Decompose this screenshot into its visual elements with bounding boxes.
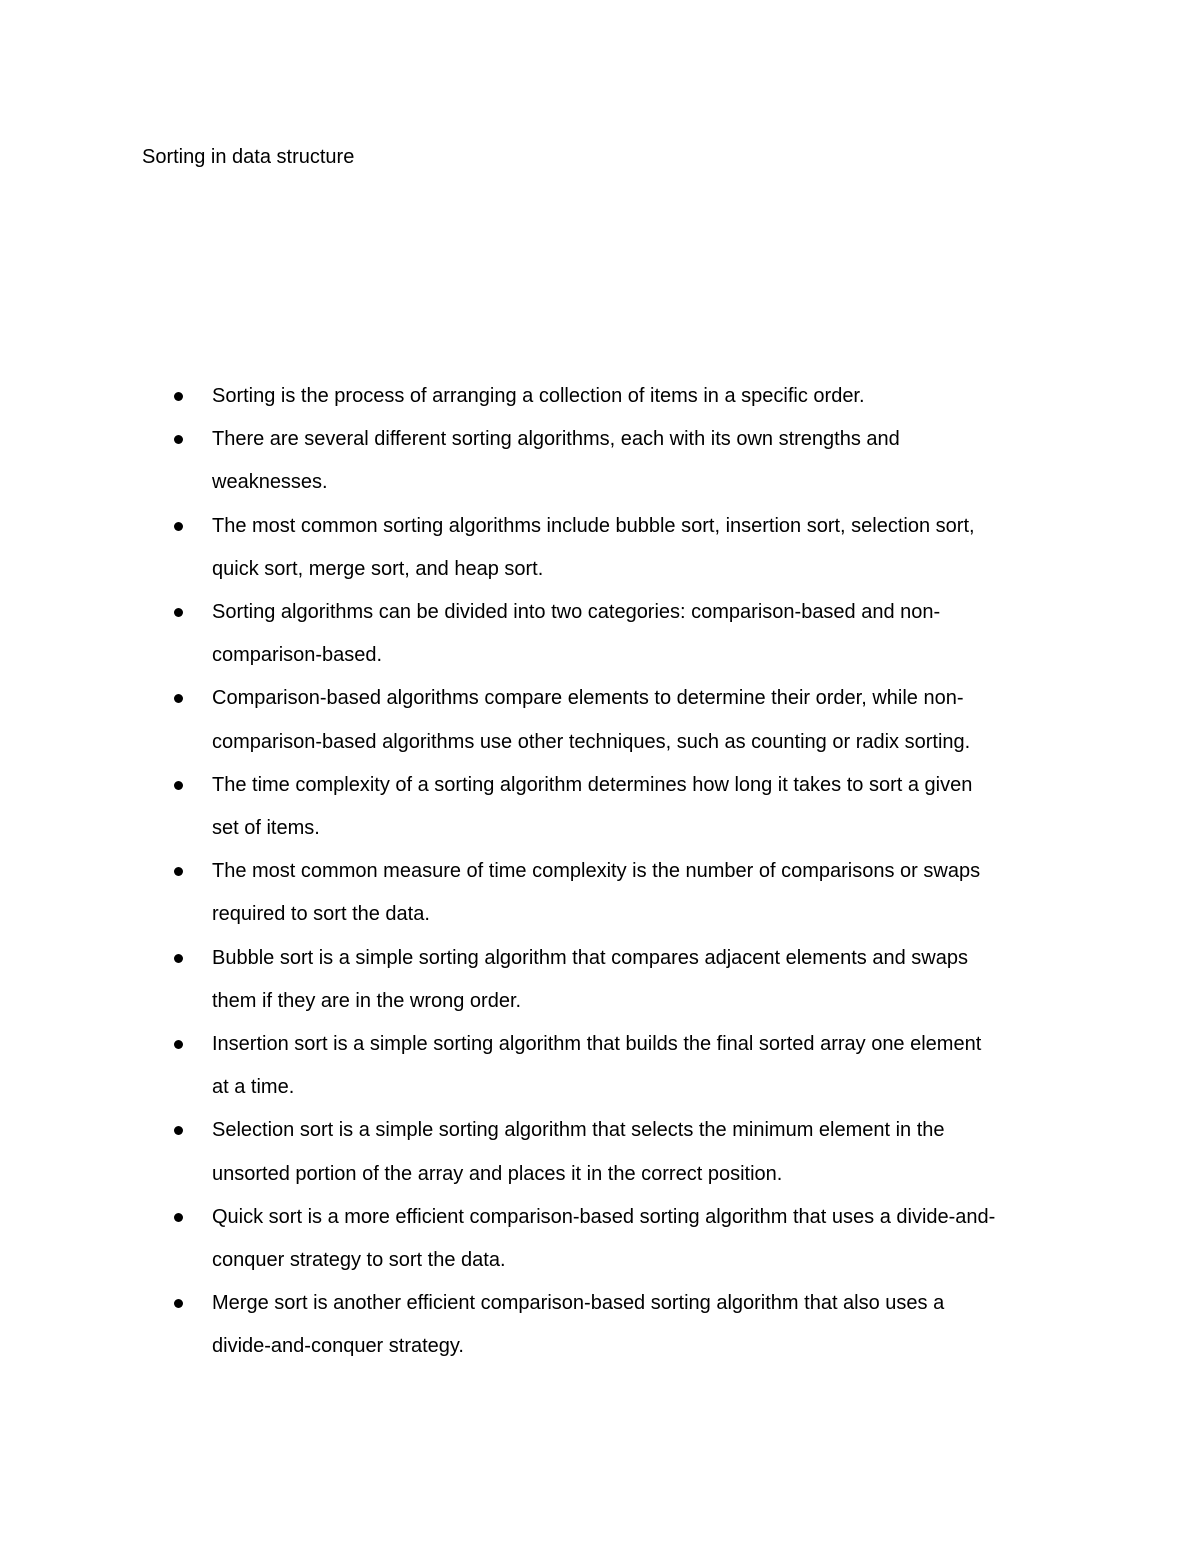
list-item xyxy=(172,850,1072,936)
list-item xyxy=(172,1109,1072,1195)
document-title: Sorting in data structure xyxy=(142,146,355,168)
list-item-text: weaknesses. xyxy=(212,471,328,494)
list-item xyxy=(172,375,1072,418)
list-item-text: them if they are in the wrong order. xyxy=(212,989,522,1012)
bullet-icon xyxy=(174,867,183,876)
list-item-text: The most common sorting algorithms include bubble sort, insertion sort, selection sort, xyxy=(212,514,975,537)
list-item-text: divide-and-conquer strategy. xyxy=(212,1335,464,1358)
list-item-text: Sorting algorithms can be divided into two categories: comparison-based and non- xyxy=(212,601,941,624)
list-item xyxy=(172,1196,1072,1282)
list-item-text: unsorted portion of the array and places it in the correct position. xyxy=(212,1162,783,1185)
list-item-text: set of items. xyxy=(212,817,320,840)
list-item-text: at a time. xyxy=(212,1076,295,1099)
list-item-text: Bubble sort is a simple sorting algorithm that compares adjacent elements and swaps xyxy=(212,946,968,969)
bullet-icon xyxy=(174,1126,183,1135)
list-item-text: Selection sort is a simple sorting algorithm that selects the minimum element in the xyxy=(212,1119,945,1142)
list-item-text: required to sort the data. xyxy=(212,903,430,926)
bullet-icon xyxy=(174,694,183,703)
bullet-icon xyxy=(174,954,183,963)
list-item-text: comparison-based algorithms use other techniques, such as counting or radix sorting. xyxy=(212,730,971,753)
list-item xyxy=(172,677,1072,763)
list-item xyxy=(172,1282,1072,1368)
list-item-text: quick sort, merge sort, and heap sort. xyxy=(212,557,544,580)
bullet-icon xyxy=(174,435,183,444)
list-item-text: There are several different sorting algorithms, each with its own strengths and xyxy=(212,428,900,451)
bullet-icon xyxy=(174,522,183,531)
bullet-icon xyxy=(174,1213,183,1222)
list-item xyxy=(172,1023,1072,1109)
list-item-text: Sorting is the process of arranging a collection of items in a specific order. xyxy=(212,385,865,407)
list-item-text: Comparison-based algorithms compare elements to determine their order, while non- xyxy=(212,687,964,710)
bullet-icon xyxy=(174,392,183,401)
bullet-icon xyxy=(174,1299,183,1308)
list-item-text: conquer strategy to sort the data. xyxy=(212,1249,506,1272)
list-item xyxy=(172,764,1072,850)
list-item-text: The time complexity of a sorting algorithm determines how long it takes to sort a given xyxy=(212,773,973,796)
bullet-list xyxy=(172,375,1072,1369)
list-item xyxy=(172,937,1072,1023)
list-item-text: comparison-based. xyxy=(212,644,383,667)
list-item-text: Merge sort is another efficient comparison-based sorting algorithm that also uses a xyxy=(212,1292,945,1315)
bullet-icon xyxy=(174,1040,183,1049)
list-item xyxy=(172,505,1072,591)
list-item-text: The most common measure of time complexity is the number of comparisons or swaps xyxy=(212,860,981,883)
list-item-text: Insertion sort is a simple sorting algorithm that builds the final sorted array one element xyxy=(212,1033,982,1056)
bullet-icon xyxy=(174,608,183,617)
bullet-icon xyxy=(174,781,183,790)
list-item-text: Quick sort is a more efficient comparison-based sorting algorithm that uses a divide-and- xyxy=(212,1205,996,1228)
list-item xyxy=(172,418,1072,504)
list-item xyxy=(172,591,1072,677)
